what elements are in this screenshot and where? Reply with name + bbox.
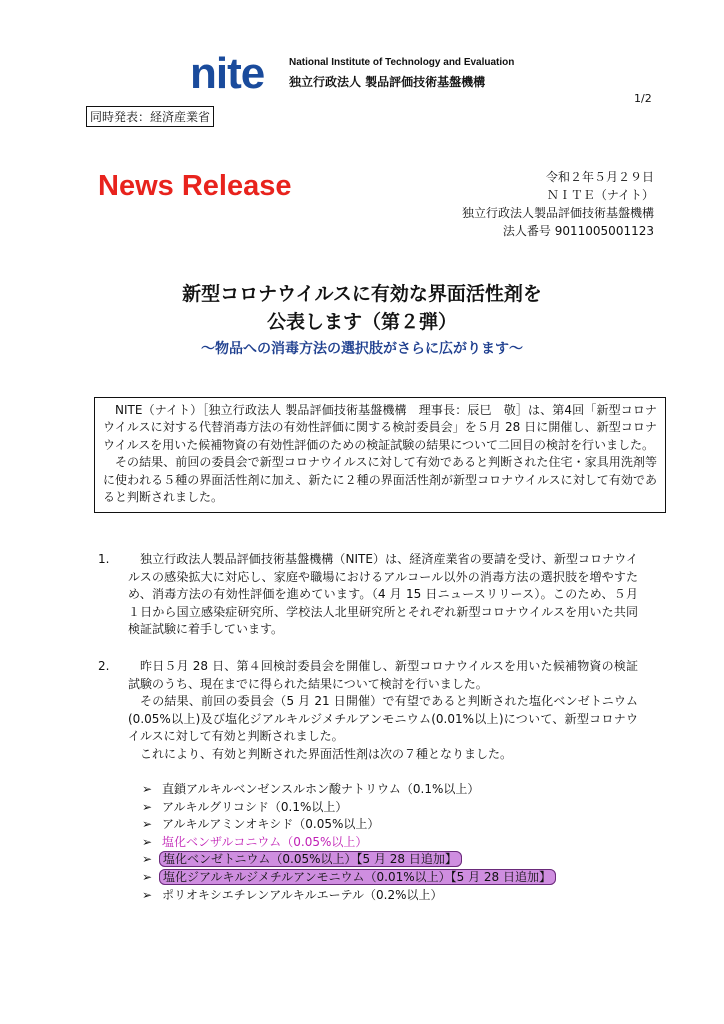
page-number: 1/2: [634, 92, 652, 105]
org-full-name: 独立行政法人製品評価技術基盤機構: [461, 206, 654, 220]
release-date: 令和２年５月２９日: [545, 170, 654, 184]
news-release-heading: News Release: [98, 170, 292, 202]
date-block: [462, 168, 654, 240]
list-item: ➢ アルキルグリコシド（0.1%以上）: [142, 799, 556, 817]
nite-logo: nite: [190, 49, 265, 98]
org-name-en: National Institute of Technology and Evaluation: [289, 57, 515, 68]
summary-paragraph-1: NITE（ナイト）［独立行政法人 製品評価技術基盤機構 理事長：辰巳 敬］は、第4回「新型コロナウイルスに対する代替消毒方法の有効性評価に関する検討委員会」を５月 28 日に開催し、新型コロナウイルスを用いた候補物資の有効性評価のための検証試験の結果について二回目の検討を行いました。: [103, 403, 657, 452]
subtitle: ～物品への消毒方法の選択肢がさらに広がります～: [201, 341, 523, 357]
list-item-highlighted: ➢ 塩化ベンゼトニウム（0.05%以上）【5 月 28 日追加】: [142, 851, 556, 869]
corporate-number: 法人番号 9011005001123: [502, 224, 654, 238]
org-name-jp: 独立行政法人 製品評価技術基盤機構: [289, 75, 486, 89]
arrow-bullet-icon: ➢: [142, 799, 153, 814]
list-item: ➢ 直鎖アルキルベンゼンスルホン酸ナトリウム（0.1%以上）: [142, 781, 556, 799]
list-item: ➢ ポリオキシエチレンアルキルエーテル（0.2%以上）: [142, 887, 556, 905]
nite-name: ＮＩＴＥ（ナイト）: [546, 188, 654, 202]
section-2-paragraph-3: これにより、有効と判断された界面活性剤は次の７種となりました。: [140, 746, 513, 761]
list-item: ➢ アルキルアミンオキシド（0.05%以上）: [142, 816, 556, 834]
summary-box: [94, 397, 666, 513]
title-line-2: 公表します（第２弾）: [266, 311, 457, 333]
arrow-bullet-icon: ➢: [142, 869, 153, 884]
section-2-number: 2.: [98, 659, 110, 673]
section-2: [98, 658, 638, 764]
arrow-bullet-icon: ➢: [142, 817, 153, 832]
arrow-bullet-icon: ➢: [142, 852, 153, 867]
list-item: ➢ 塩化ベンザルコニウム（0.05%以上）: [142, 834, 556, 852]
arrow-bullet-icon: ➢: [142, 887, 153, 902]
section-2-paragraph-1: 昨日５月 28 日、第４回検討委員会を開催し、新型コロナウイルスを用いた候補物資の検証試験のうち、現在までに得られた結果について検討を行いました。: [128, 659, 638, 691]
arrow-bullet-icon: ➢: [142, 782, 153, 796]
section-1-text: 独立行政法人製品評価技術基盤機構（NITE）は、経済産業省の要請を受け、新型コロナウイルスの感染拡大に対応し、家庭や職場におけるアルコール以外の消毒方法の選択肢を増やすため、消毒方法の有効性評価を進めています。（4 月 15 日ニュースリリース）。このため、５月１日から国立感染症研究所、学校法人北里研究所とそれぞれ新型コロナウイルスを用いた共同検証試験に着手しています。: [128, 552, 638, 637]
section-2-paragraph-2: その結果、前回の委員会（5 月 21 日開催）で有望であると判断された塩化ベンゼトニウム(0.05%以上)及び塩化ジアルキルジメチルアンモニウム(0.01%以上)について、新型コロナウイルスに対して有効と判断されました。: [128, 694, 638, 744]
title-line-1: 新型コロナウイルスに有効な界面活性剤を: [182, 283, 542, 305]
arrow-bullet-icon: ➢: [142, 834, 153, 849]
joint-announcement-box: 同時発表：経済産業省: [86, 106, 214, 127]
surfactant-list: [142, 781, 556, 904]
summary-paragraph-2: その結果、前回の委員会で新型コロナウイルスに対して有効であると判断された住宅・家具用洗剤等に使われる５種の界面活性剤に加え、新たに２種の界面活性剤が新型コロナウイルスに対して有効であると判断されました。: [103, 455, 657, 505]
list-item-highlighted: ➢ 塩化ジアルキルジメチルアンモニウム（0.01%以上）【5 月 28 日追加】: [142, 869, 556, 887]
section-1: [98, 551, 638, 639]
section-1-number: 1.: [98, 552, 110, 566]
